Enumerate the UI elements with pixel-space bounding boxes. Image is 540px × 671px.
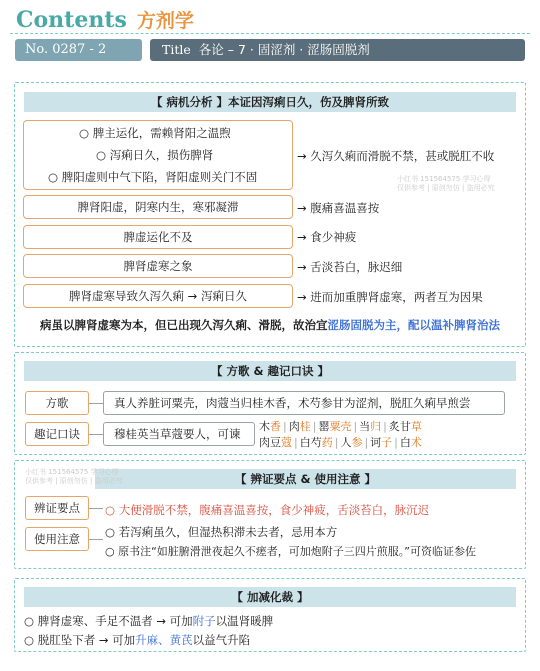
mnemonic-text: 穆桂英当草蔻要人，可谏: [114, 427, 241, 441]
caution-text: ○ 若泻痢虽久，但湿热积滞未去者，忌用本方: [105, 525, 338, 539]
mnemonic-map: [259, 419, 422, 451]
conclusion-highlight: 涩肠固脱为主，配以温补脾肾治法: [327, 318, 500, 332]
key-label-text: 辨证要点: [34, 501, 80, 515]
herb-key-char: 桂: [299, 420, 311, 433]
title-en: Contents: [16, 7, 127, 33]
separator: |: [294, 436, 298, 449]
title-label: Title: [162, 42, 191, 57]
modification-herb: 升麻、黄芪: [135, 633, 193, 647]
title-text: 各论 – 7 · 固涩剂 · 涩肠固脱剂: [198, 42, 370, 57]
key-label: [25, 496, 89, 520]
title-badge: [150, 39, 525, 61]
separator: |: [334, 436, 339, 449]
caution-label-text: 使用注意: [34, 532, 80, 546]
cause-text: 脾虚运化不及: [123, 230, 193, 244]
header-title: [16, 6, 194, 34]
herb-key-char: 蔻: [281, 436, 292, 449]
cause-text: 脾肾阳虚，阴寒内生，寒邪凝滞: [77, 200, 239, 214]
cause-box: [23, 195, 293, 219]
section-key-points: [14, 460, 526, 569]
mnemonic-map-row: [259, 435, 422, 451]
herb-name: [259, 420, 281, 433]
herb-key-char: 香: [270, 420, 281, 433]
herb-part: 白芍: [299, 436, 322, 449]
watermark: [25, 468, 123, 486]
herb-part: 诃: [370, 436, 382, 449]
herb-name: [259, 436, 292, 449]
herb-key-char: 归: [370, 420, 382, 433]
modification-line: [24, 613, 273, 629]
herb-name: [289, 420, 311, 433]
mnemonic-label-text: 趣记口诀: [34, 427, 80, 441]
section-heading: 【 辨证要点 & 使用注意 】: [95, 469, 516, 489]
connector-line: [89, 508, 103, 509]
herb-name: [318, 420, 351, 433]
number-badge: No. 0287 - 2: [15, 39, 142, 61]
watermark-line: 仅供参考 | 原创勿仿 | 盗用必究: [25, 477, 123, 485]
herb-key-char: 参: [351, 436, 363, 449]
herb-part: 白: [399, 436, 411, 449]
mnemonic-label: [25, 422, 89, 446]
herb-key-char: 草: [410, 420, 422, 433]
connector-line: [89, 434, 103, 435]
herb-key-char: 粟壳: [329, 420, 352, 433]
herb-name: [300, 436, 333, 449]
result-text: → 舌淡苔白，脉迟细: [297, 260, 403, 274]
herb-part: 人: [340, 436, 352, 449]
section-modifications: [14, 578, 526, 652]
modification-line: [24, 632, 250, 648]
herb-key-char: 子: [381, 436, 393, 449]
separator: |: [394, 436, 398, 449]
cause-item: ○ 泻痢日久，损伤脾肾: [96, 148, 214, 162]
song-text: 真人养脏诃粟壳，肉蔻当归桂木香，术芍参甘为涩剂，脱肛久痢早煎尝: [114, 396, 471, 410]
herb-name: [370, 436, 392, 449]
caution-label: [25, 527, 89, 551]
connector-line: [89, 403, 103, 404]
connector-line: [89, 539, 103, 540]
separator: |: [353, 420, 358, 433]
herb-name: [400, 436, 422, 449]
header-divider: [10, 33, 530, 34]
watermark-line: 仅供参考 | 原创勿仿 | 盗用必究: [397, 184, 495, 192]
watermark: [397, 175, 495, 193]
section-pathogenesis: [14, 82, 526, 347]
cause-text: 脾肾虚寒导致久泻久痢 → 泻痢日久: [69, 289, 247, 303]
herb-part: 肉豆: [259, 436, 281, 449]
herb-key-char: 药: [321, 436, 333, 449]
herb-part: 当: [359, 420, 371, 433]
cause-item: ○ 脾阳虚则中气下陷，肾阳虚则关门不固: [48, 170, 258, 184]
separator: |: [383, 420, 387, 433]
separator: |: [364, 436, 369, 449]
conclusion: [15, 317, 525, 333]
herb-name: [359, 420, 381, 433]
mnemonic-map-row: [259, 419, 422, 435]
modification-text: 以益气升陷: [192, 633, 251, 647]
watermark-line: 小红书 151564575 学习心得: [397, 175, 491, 183]
cause-box: [23, 284, 293, 308]
separator: |: [312, 420, 317, 433]
song-label-text: 方歌: [45, 396, 69, 410]
cause-group-box: [23, 120, 293, 190]
section-formula-song: [14, 352, 526, 455]
modification-text: ○ 脾肾虚寒、手足不温者 → 可加: [24, 614, 193, 628]
modification-herb: 附子: [192, 614, 216, 628]
result-text: → 食少神疲: [297, 230, 357, 244]
song-box: [103, 391, 505, 415]
section-heading: 【 方歌 & 趣记口诀 】: [24, 361, 516, 381]
modification-text: ○ 脱肛坠下者 → 可加: [24, 633, 136, 647]
key-text: ○ 大便滑脱不禁，腹痛喜温喜按，食少神疲，舌淡苔白，脉沉迟: [105, 503, 430, 517]
result-text: → 进而加重脾肾虚寒，两者互为因果: [297, 290, 483, 304]
result-text: → 久泻久痢而滑脱不禁，甚或脱肛不收: [297, 149, 495, 163]
cause-text: 脾肾虚寒之象: [123, 259, 193, 273]
conclusion-text: 病虽以脾肾虚寒为本，但已出现久泻久痢、滑脱，故治宜: [40, 318, 328, 332]
section-heading: 【 加减化裁 】: [24, 587, 516, 607]
herb-part: 肉: [288, 420, 300, 433]
herb-part: 炙甘: [388, 420, 411, 433]
herb-name: [389, 420, 422, 433]
herb-part: 罂: [318, 420, 330, 433]
herb-part: 木: [259, 420, 270, 433]
title-cn: 方剂学: [136, 10, 194, 32]
modification-text: 以温肾暖脾: [215, 614, 274, 628]
result-text: → 腹痛喜温喜按: [297, 201, 380, 215]
cause-item: ○ 脾主运化，需赖肾阳之温煦: [79, 126, 231, 140]
cause-box: [23, 254, 293, 278]
separator: |: [283, 420, 287, 433]
herb-key-char: 术: [410, 436, 422, 449]
watermark-line: 小红书 151564575 学习心得: [25, 468, 119, 476]
herb-name: [340, 436, 362, 449]
mnemonic-box: [103, 422, 255, 446]
caution-text: ○ 原书注“如脏腑滑泄夜起久不瘥者，可加炮附子三四片煎服。”可资临证参佐: [105, 545, 476, 558]
song-label: [25, 391, 89, 415]
section-heading: 【 病机分析 】本证因泻痢日久，伤及脾肾所致: [24, 92, 516, 112]
cause-box: [23, 225, 293, 249]
